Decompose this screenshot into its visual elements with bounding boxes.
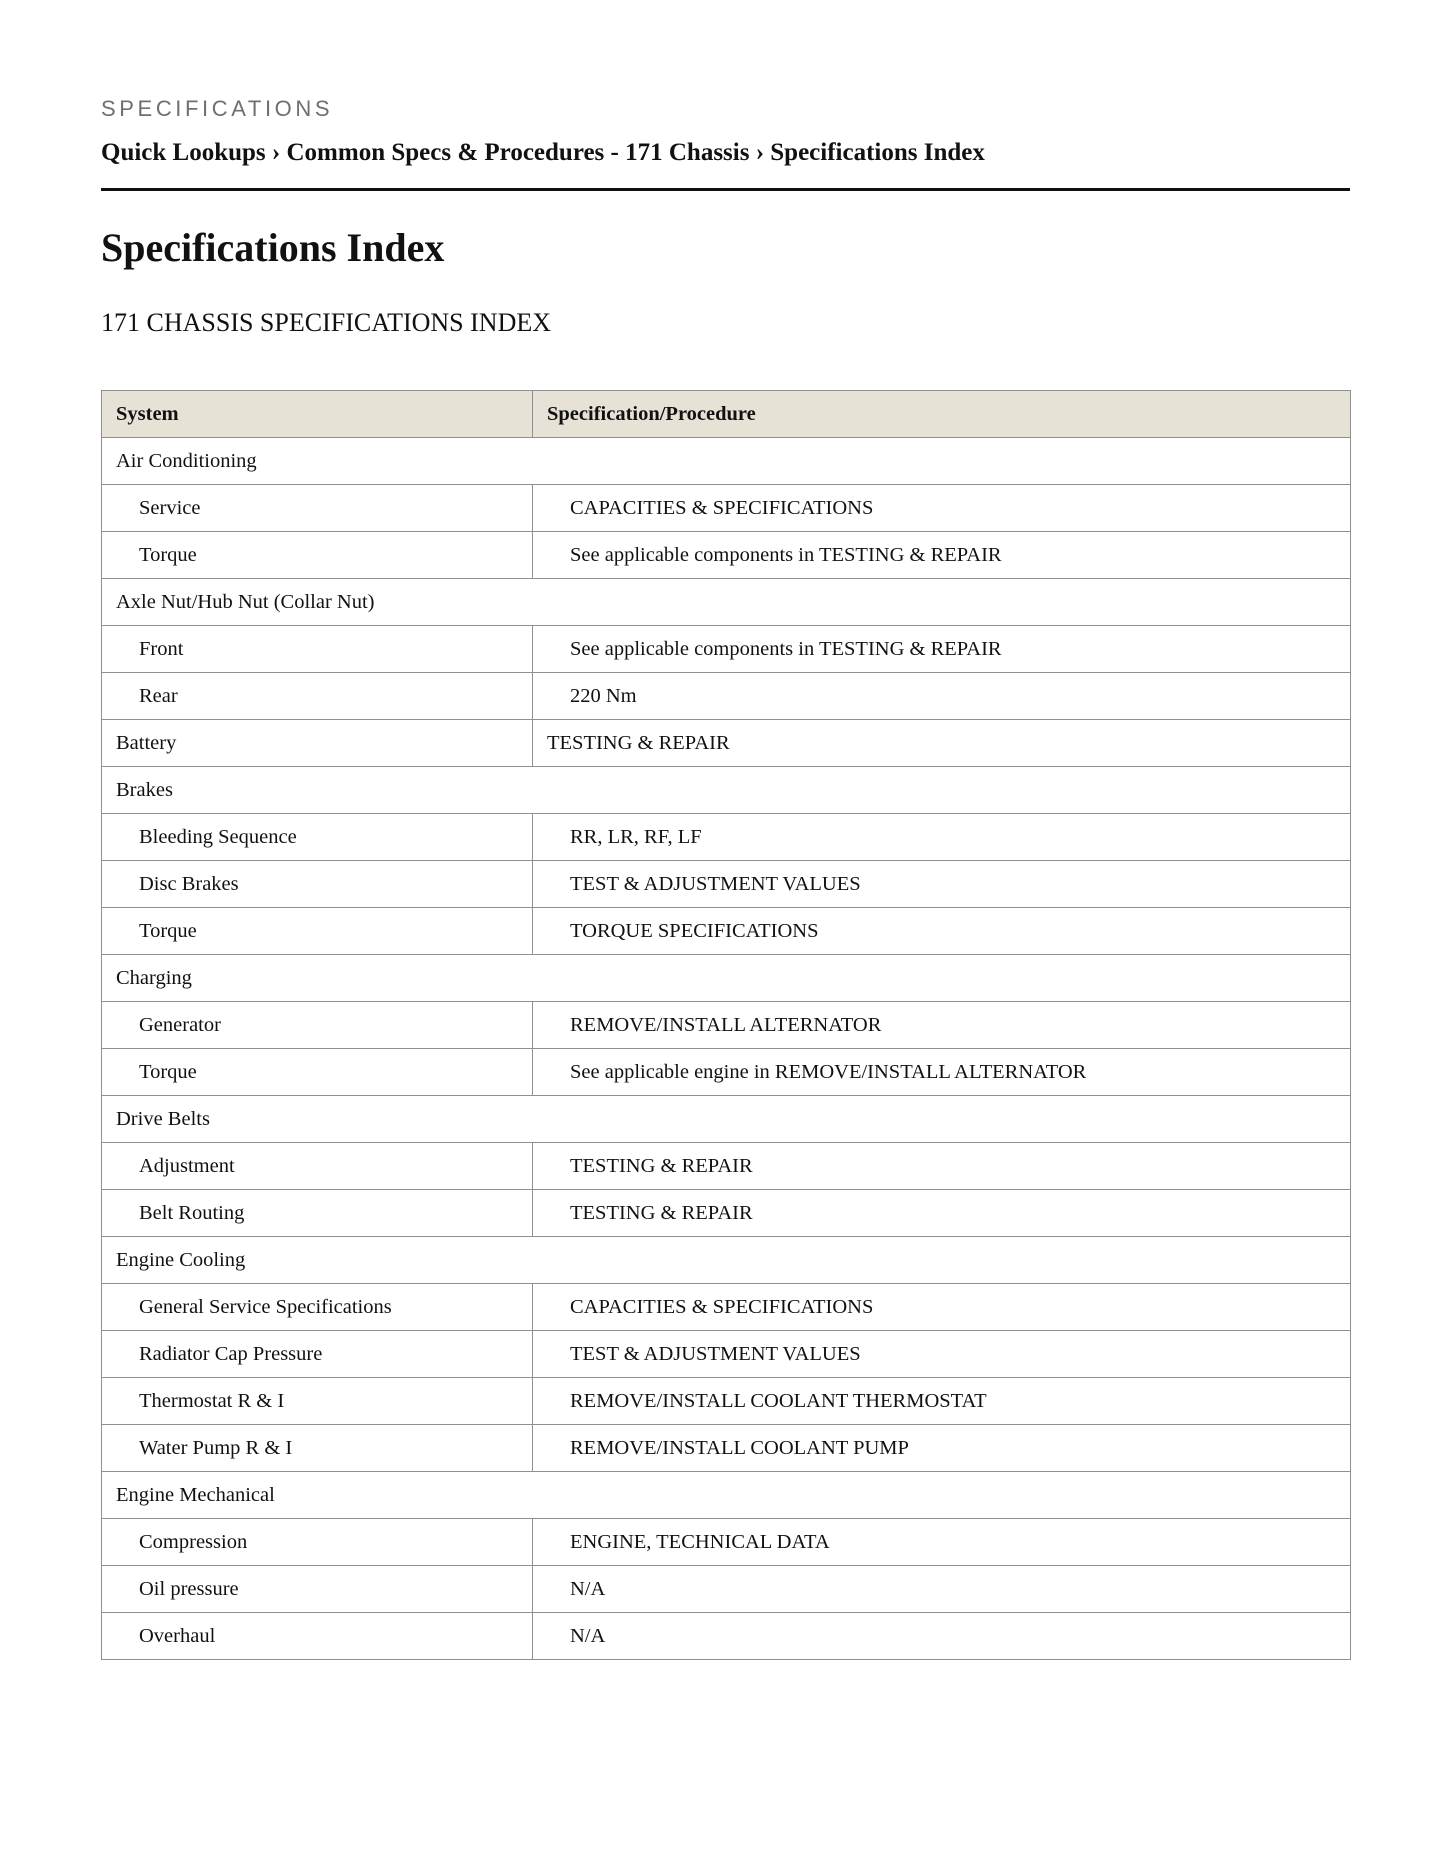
group-heading: Air Conditioning — [102, 438, 1351, 485]
table-row — [102, 1331, 1351, 1378]
table-group-row — [102, 579, 1351, 626]
system-cell: Oil pressure — [102, 1566, 533, 1613]
specification-cell: TEST & ADJUSTMENT VALUES — [533, 861, 1351, 908]
breadcrumb: Quick Lookups › Common Specs & Procedures - 171 Chassis › Specifications Index — [101, 139, 985, 166]
table-row — [102, 861, 1351, 908]
specification-cell: See applicable components in TESTING & REPAIR — [533, 626, 1351, 673]
specification-cell: TEST & ADJUSTMENT VALUES — [533, 1331, 1351, 1378]
group-heading: Engine Mechanical — [102, 1472, 1351, 1519]
table-row — [102, 485, 1351, 532]
system-cell: Belt Routing — [102, 1190, 533, 1237]
table-row — [102, 1049, 1351, 1096]
table-group-row — [102, 955, 1351, 1002]
table-row — [102, 1002, 1351, 1049]
specification-cell: TESTING & REPAIR — [533, 720, 1351, 767]
table-row — [102, 1143, 1351, 1190]
specification-cell: See applicable engine in REMOVE/INSTALL ALTERNATOR — [533, 1049, 1351, 1096]
table-row — [102, 1425, 1351, 1472]
section-label: SPECIFICATIONS — [101, 96, 334, 121]
table-row — [102, 1613, 1351, 1660]
system-cell: Compression — [102, 1519, 533, 1566]
table-body — [102, 438, 1351, 1660]
table-row — [102, 1519, 1351, 1566]
group-heading: Drive Belts — [102, 1096, 1351, 1143]
group-heading: Charging — [102, 955, 1351, 1002]
system-cell: Thermostat R & I — [102, 1378, 533, 1425]
system-cell: Front — [102, 626, 533, 673]
table-group-row — [102, 438, 1351, 485]
system-cell: Disc Brakes — [102, 861, 533, 908]
column-header-specification: Specification/Procedure — [533, 391, 1351, 438]
table-row — [102, 1284, 1351, 1331]
specification-cell: See applicable components in TESTING & REPAIR — [533, 532, 1351, 579]
table-group-row — [102, 1237, 1351, 1284]
table-row — [102, 1190, 1351, 1237]
specification-cell: 220 Nm — [533, 673, 1351, 720]
table-row — [102, 532, 1351, 579]
header-divider — [101, 188, 1350, 191]
specification-cell: REMOVE/INSTALL ALTERNATOR — [533, 1002, 1351, 1049]
specification-cell: TORQUE SPECIFICATIONS — [533, 908, 1351, 955]
specification-cell: CAPACITIES & SPECIFICATIONS — [533, 485, 1351, 532]
table-row — [102, 908, 1351, 955]
system-cell: Water Pump R & I — [102, 1425, 533, 1472]
system-cell: Generator — [102, 1002, 533, 1049]
table-row — [102, 814, 1351, 861]
specification-cell: CAPACITIES & SPECIFICATIONS — [533, 1284, 1351, 1331]
system-cell: Battery — [102, 720, 533, 767]
table-group-row — [102, 767, 1351, 814]
table-row — [102, 626, 1351, 673]
table-header-row — [102, 391, 1351, 438]
system-cell: Torque — [102, 532, 533, 579]
specification-cell: REMOVE/INSTALL COOLANT PUMP — [533, 1425, 1351, 1472]
system-cell: Bleeding Sequence — [102, 814, 533, 861]
system-cell: General Service Specifications — [102, 1284, 533, 1331]
table-group-row — [102, 1472, 1351, 1519]
page-subtitle: 171 CHASSIS SPECIFICATIONS INDEX — [101, 308, 552, 337]
system-cell: Overhaul — [102, 1613, 533, 1660]
system-cell: Adjustment — [102, 1143, 533, 1190]
specification-cell: RR, LR, RF, LF — [533, 814, 1351, 861]
system-cell: Torque — [102, 908, 533, 955]
specification-cell: REMOVE/INSTALL COOLANT THERMOSTAT — [533, 1378, 1351, 1425]
specification-cell: N/A — [533, 1613, 1351, 1660]
table-group-row — [102, 1096, 1351, 1143]
specification-cell: TESTING & REPAIR — [533, 1143, 1351, 1190]
system-cell: Service — [102, 485, 533, 532]
group-heading: Engine Cooling — [102, 1237, 1351, 1284]
group-heading: Brakes — [102, 767, 1351, 814]
system-cell: Torque — [102, 1049, 533, 1096]
table-row — [102, 1378, 1351, 1425]
table-row — [102, 1566, 1351, 1613]
page-title: Specifications Index — [101, 225, 445, 270]
specification-cell: ENGINE, TECHNICAL DATA — [533, 1519, 1351, 1566]
system-cell: Rear — [102, 673, 533, 720]
column-header-system: System — [102, 391, 533, 438]
specification-cell: N/A — [533, 1566, 1351, 1613]
system-cell: Radiator Cap Pressure — [102, 1331, 533, 1378]
table-row — [102, 673, 1351, 720]
specification-cell: TESTING & REPAIR — [533, 1190, 1351, 1237]
specifications-table — [101, 390, 1351, 1660]
group-heading: Axle Nut/Hub Nut (Collar Nut) — [102, 579, 1351, 626]
table-row — [102, 720, 1351, 767]
